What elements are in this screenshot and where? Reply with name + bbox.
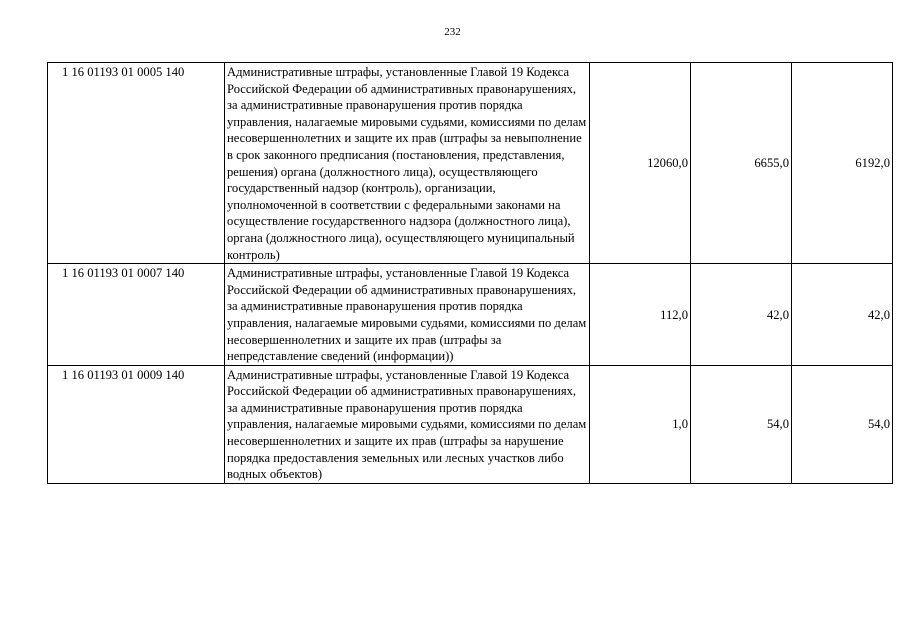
amount-year-1: 12060,0 [590, 63, 691, 264]
revenue-description: Административные штрафы, установленные Главой 19 Кодекса Российской Федерации об административных правонарушениях, за административные правонарушения против порядка управления, налагаемые мировыми судьями, комиссиями по делам несовершеннолетних и защите их прав (штрафы за нарушение порядка предоставления земельных или лесных участков либо водных объектов) [225, 365, 590, 483]
revenue-description: Административные штрафы, установленные Главой 19 Кодекса Российской Федерации об административных правонарушениях, за административные правонарушения против порядка управления, налагаемые мировыми судьями, комиссиями по делам несовершеннолетних и защите их прав (штрафы за непредставление сведений (информации)) [225, 264, 590, 366]
revenue-code: 1 16 01193 01 0009 140 [48, 365, 225, 483]
amount-year-1: 112,0 [590, 264, 691, 366]
amount-year-2: 6655,0 [691, 63, 792, 264]
amount-year-3: 54,0 [792, 365, 893, 483]
amount-year-2: 42,0 [691, 264, 792, 366]
revenue-code: 1 16 01193 01 0007 140 [48, 264, 225, 366]
table-row [48, 63, 893, 264]
revenue-table [47, 62, 893, 484]
amount-year-3: 6192,0 [792, 63, 893, 264]
revenue-description: Административные штрафы, установленные Главой 19 Кодекса Российской Федерации об административных правонарушениях, за административные правонарушения против порядка управления, налагаемые мировыми судьями, комиссиями по делам несовершеннолетних и защите их прав (штрафы за невыполнение в срок законного предписания (постановления, представления, решения) органа (должностного лица), осуществляющего государственный надзор (контроль), организации, уполномоченной в соответствии с федеральными законами на осуществление государственного надзора (должностного лица), органа (должностного лица), осуществляющего муниципальный контроль) [225, 63, 590, 264]
amount-year-3: 42,0 [792, 264, 893, 366]
amount-year-2: 54,0 [691, 365, 792, 483]
revenue-code: 1 16 01193 01 0005 140 [48, 63, 225, 264]
page-number: 232 [444, 26, 461, 38]
amount-year-1: 1,0 [590, 365, 691, 483]
table-row [48, 365, 893, 483]
table-row [48, 264, 893, 366]
